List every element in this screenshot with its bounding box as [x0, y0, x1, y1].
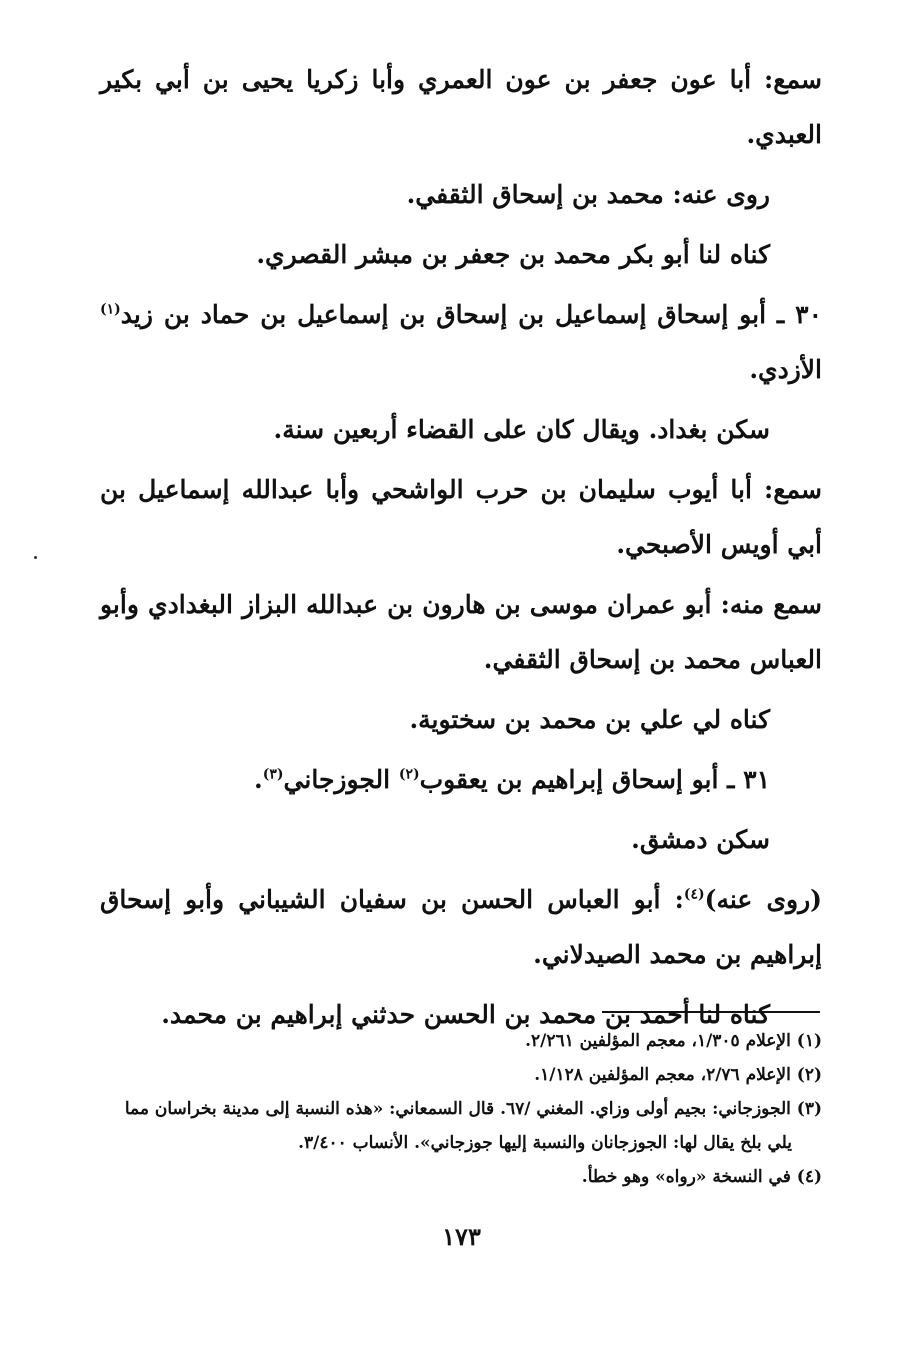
- paragraph-text: سمع: أبا أيوب سليمان بن حرب الواشحي وأبا عبدالله إسماعيل بن أبي أويس الأصبحي.: [100, 475, 822, 559]
- footnote-4: [100, 1160, 822, 1194]
- paragraph-text: سمع: أبا عون جعفر بن عون العمري وأبا زكريا يحيى بن أبي بكير العبدي.: [100, 65, 822, 149]
- footnote-text: (١) الإعلام ١/٣٠٥، معجم المؤلفين ٢/٢٦١.: [525, 1031, 822, 1051]
- scan-speck: [34, 556, 37, 559]
- entry-text-end: .: [254, 765, 263, 794]
- entry-text: أبو إسحاق إسماعيل بن إسحاق بن إسماعيل بن حماد بن زيد: [120, 300, 767, 329]
- footnote-text: يلي بلخ يقال لها: الجوزجانان والنسبة إليها جوزجاني». الأنساب ٣/٤٠٠.: [298, 1133, 792, 1153]
- footnote-ref-2: (٢): [398, 766, 420, 783]
- footnotes: [100, 1024, 822, 1194]
- paragraph-text: سمع منه: أبو عمران موسى بن هارون بن عبدالله البزاز البغدادي وأبو العباس محمد بن إسحاق الثقفي.: [100, 590, 822, 674]
- page-number: ١٧٣: [442, 1222, 481, 1251]
- entry-text: أبو إسحاق إبراهيم بن يعقوب: [419, 765, 719, 794]
- footnote-ref-4: (٤): [683, 886, 705, 903]
- paragraph-text: كناه لي علي بن محمد بن سختوية.: [409, 705, 770, 734]
- paragraph-text: سكن دمشق.: [631, 825, 770, 854]
- footnote-divider: [602, 1011, 820, 1013]
- paragraph-text: كناه لنا أحمد بن محمد بن الحسن حدثني إبراهيم بن محمد.: [161, 1000, 770, 1029]
- paragraph-text: (روى عنه): [704, 885, 822, 914]
- footnote-1: [100, 1024, 822, 1058]
- paragraph-kunya-source: [100, 227, 822, 282]
- paragraph-text: سكن بغداد. ويقال كان على القضاء أربعين سنة.: [273, 415, 770, 444]
- footnote-text: (٤) في النسخة «رواه» وهو خطأ.: [581, 1167, 822, 1187]
- footnote-3-continuation: [100, 1126, 822, 1160]
- paragraph-text: كناه لنا أبو بكر محمد بن جعفر بن مبشر القصري.: [256, 240, 770, 269]
- entry-dash: ـ: [718, 765, 735, 794]
- paragraph-text-end: : أبو العباس الحسن بن سفيان الشيباني وأبو إسحاق إبراهيم بن محمد الصيدلاني.: [100, 885, 822, 969]
- footnote-text: (٢) الإعلام ٢/٧٦، معجم المؤلفين ١/١٢٨.: [534, 1065, 822, 1085]
- paragraph-kunya-source-2: [100, 692, 822, 747]
- body-text: [100, 52, 822, 1047]
- footnote-2: [100, 1058, 822, 1092]
- entry-text-middle: الجوزجاني: [283, 765, 399, 794]
- entry-number: ٣١: [743, 765, 770, 794]
- paragraph-heard-from: [100, 52, 822, 162]
- paragraph-narrated-by-2: [100, 872, 822, 982]
- entry-text-end: الأزدي.: [749, 355, 822, 384]
- entry-30-heading: [100, 287, 822, 397]
- paragraph-heard-from-2: [100, 462, 822, 572]
- paragraph-residence: [100, 402, 822, 457]
- paragraph-heard-by: [100, 577, 822, 687]
- paragraph-narrated-by: [100, 167, 822, 222]
- footnote-3: [100, 1092, 822, 1126]
- paragraph-residence-2: [100, 812, 822, 867]
- entry-31-heading: [100, 752, 822, 807]
- footnote-ref-1: (١): [100, 301, 121, 318]
- footnote-ref-3: (٣): [262, 766, 284, 783]
- entry-number: ٣٠: [795, 300, 822, 329]
- paragraph-text: روى عنه: محمد بن إسحاق الثقفي.: [406, 180, 770, 209]
- entry-dash: ـ: [766, 300, 785, 329]
- footnote-text: (٣) الجوزجاني: بجيم أولى وزاي. المغني /٦٧. قال السمعاني: «هذه النسبة إلى مدينة بخراسان مما: [124, 1099, 822, 1119]
